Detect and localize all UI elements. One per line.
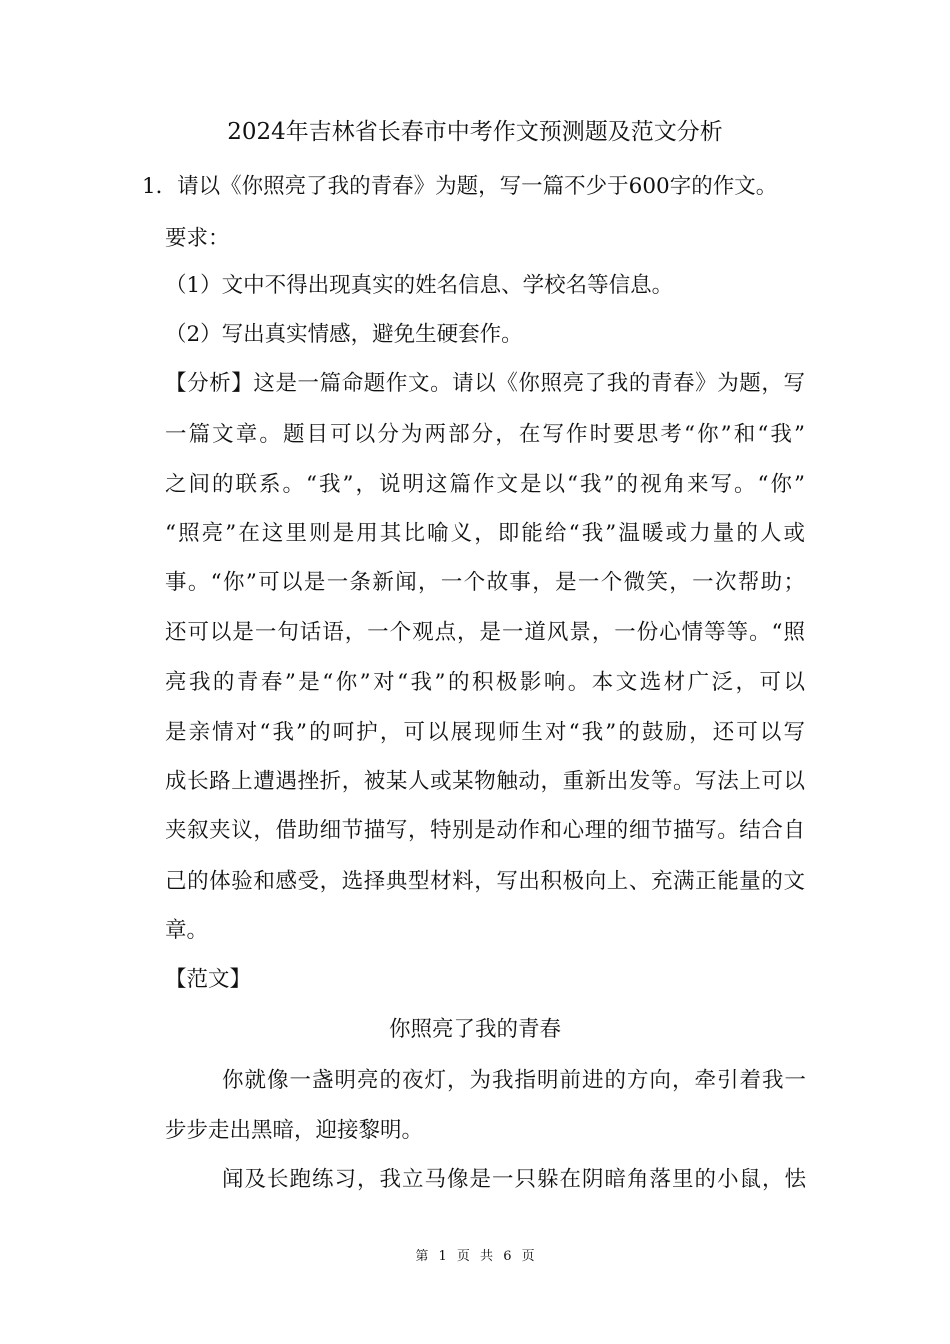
- analysis-line: “照亮”在这里则是用其比喻义，即能给“我”温暖或力量的人或: [165, 521, 805, 546]
- analysis-line: 【分析】这是一篇命题作文。请以《你照亮了我的青春》为题，写: [165, 371, 805, 396]
- analysis-line: 章。: [165, 918, 209, 943]
- essay-line: 你就像一盏明亮的夜灯，为我指明前进的方向，牵引着我一: [222, 1068, 806, 1093]
- essay-line: 步步走出黑暗，迎接黎明。: [165, 1118, 424, 1143]
- analysis-line: 一篇文章。题目可以分为两部分，在写作时要思考“你”和“我”: [165, 422, 805, 447]
- page-footer: 第 1 页 共 6 页: [415, 1249, 535, 1264]
- question-prompt: 1．请以《你照亮了我的青春》为题，写一篇不少于600字的作文。: [142, 174, 778, 199]
- analysis-line: 之间的联系。“我”，说明这篇作文是以“我”的视角来写。“你”: [165, 472, 805, 497]
- analysis-line: 事。“你”可以是一条新闻，一个故事，是一个微笑，一次帮助；: [165, 570, 805, 595]
- document-title: 2024年吉林省长春市中考作文预测题及范文分析: [227, 119, 723, 145]
- analysis-line: 夹叙夹议，借助细节描写，特别是动作和心理的细节描写。结合自: [165, 818, 805, 843]
- essay-title: 你照亮了我的青春: [388, 1017, 561, 1042]
- model-essay-label: 【范文】: [165, 967, 252, 992]
- requirement-item-1: （1）文中不得出现真实的姓名信息、学校名等信息。: [165, 273, 674, 298]
- analysis-line: 是亲情对“我”的呵护，可以展现师生对“我”的鼓励，还可以写: [165, 720, 805, 745]
- analysis-line: 还可以是一句话语，一个观点，是一道风景，一份心情等等。“照: [165, 620, 805, 645]
- requirements-label: 要求：: [165, 226, 230, 251]
- analysis-line: 成长路上遭遇挫折，被某人或某物触动，重新出发等。写法上可以: [165, 769, 805, 794]
- analysis-line: 亮我的青春”是“你”对“我”的积极影响。本文选材广泛，可以: [165, 670, 805, 695]
- essay-line: 闻及长跑练习，我立马像是一只躲在阴暗角落里的小鼠，怯: [222, 1167, 806, 1192]
- requirement-item-2: （2）写出真实情感，避免生硬套作。: [165, 322, 523, 347]
- analysis-line: 己的体验和感受，选择典型材料，写出积极向上、充满正能量的文: [165, 869, 805, 894]
